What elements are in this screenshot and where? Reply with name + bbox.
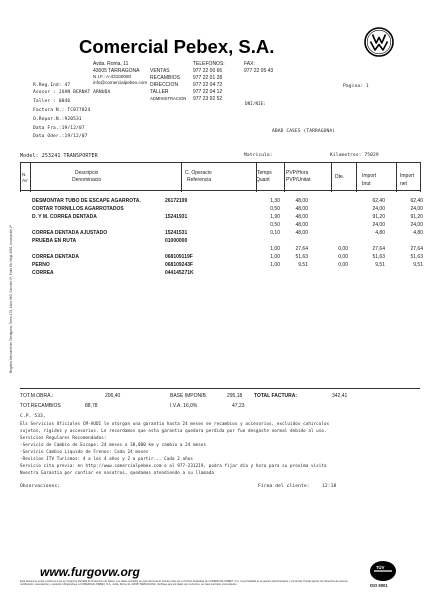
table-row xyxy=(20,238,430,246)
vehicle-km: Kilometres: 75029 xyxy=(330,153,379,158)
table-cell-net: 9,51 xyxy=(413,262,423,268)
note-line: Servicio cita previa: en http://www.comercialpebex.com o al 977-231219, podra fijar día y hora para su proxima visita xyxy=(20,463,327,468)
total-value: 342,41 xyxy=(332,393,348,399)
col-header-gross: Import xyxy=(362,173,377,179)
table-row xyxy=(20,254,430,262)
side-registry-text: Registro Mercantil de Tarragona, Tomo 475, Libro 980, Sección 3ª, Folio 68, Hoja 4091, Inscripción 2ª xyxy=(9,224,13,374)
table-cell-price: 48,00 xyxy=(295,214,308,220)
table-cell-gross: 4,80 xyxy=(375,230,385,236)
table-cell-desc: CORREA DENTADA xyxy=(32,254,79,260)
table-cell-price: 48,00 xyxy=(295,198,308,204)
col-header-desc: Descripcio xyxy=(75,170,99,176)
page-number: Pagina: 1 xyxy=(343,84,369,89)
observaciones-label: Observaciones: xyxy=(20,484,61,489)
table-cell-ref: 26172199 xyxy=(165,198,188,204)
iso-badge-sub: TÜV xyxy=(376,565,385,570)
total-mobra-label: TOT.M.OBRA.: xyxy=(20,393,54,399)
table-cell-ref: 044145271K xyxy=(165,270,194,276)
table-cell-qty: 1,00 xyxy=(270,254,280,260)
signature-time: 12:18 xyxy=(322,484,337,489)
table-cell-price: 48,00 xyxy=(295,222,308,228)
table-cell-net: 24,00 xyxy=(410,222,423,228)
table-row xyxy=(20,270,430,278)
base-label: BASE IMPONIB. xyxy=(170,393,208,399)
header-field: Taller : 0046 xyxy=(33,99,71,104)
footer-legal: Esta factura se emite conforme a la Ley Organica 15/1999 de Proteccion de Datos. Los datos incluidos en este documento forman parte de un fichero titularidad de COMERCIAL PEBEX, S.A. cuya finalidad es la gestion administrativa y comercial. Puede ejercer los derechos de acceso, rectificacion, cancelacion y oposicion dirigiendose a COMERCIAL PEBEX, S.A., Avda. Roma 11, 43005 TARRAGONA. Verifique que los datos son correctos, en caso contrario comuniquelo. xyxy=(20,580,349,587)
table-row xyxy=(20,230,430,238)
iva-label: I.V.A. 16,0% xyxy=(170,403,198,409)
table-cell-price: 48,00 xyxy=(295,206,308,212)
company-address-1: Avda. Roma, 11 xyxy=(93,61,129,67)
col-header-ref2: Referencia xyxy=(187,177,212,183)
table-cell-qty: 0,50 xyxy=(270,222,280,228)
header-field: Data Oder.:19/12/07 xyxy=(33,134,88,139)
note-line: -Servicio de Cambio de Escape: 24 meses o 30,000 km y cambio a 24 meses xyxy=(20,442,207,447)
table-cell-desc: D. Y M. CORREA DENTADA xyxy=(32,214,97,220)
table-cell-qty: 1,30 xyxy=(270,198,280,204)
col-header-desc2: Denominacio xyxy=(72,177,102,183)
dept-recambios: RECAMBIOS xyxy=(150,75,181,81)
total-recambios-value: 88,78 xyxy=(85,403,98,409)
header-field: Data Fra.:19/12/07 xyxy=(33,126,85,131)
iva-value: 47,23 xyxy=(232,403,245,409)
table-cell-dte: 0,00 xyxy=(338,246,348,252)
table-cell-gross: 51,63 xyxy=(372,254,385,260)
fax-header: FAX: xyxy=(244,61,255,67)
note-line: Servicios Regulares Recomendados: xyxy=(20,435,107,440)
table-cell-qty: 1,00 xyxy=(270,262,280,268)
vehicle-model: Model: 253241 TRANSPORTER xyxy=(20,153,98,159)
total-recambios-label: TOT.RECAMBIOS xyxy=(20,403,61,409)
signature-label: Firma del cliente: xyxy=(258,484,310,489)
totals-divider xyxy=(20,388,420,389)
col-header-net2: net xyxy=(400,181,407,187)
table-cell-desc: DESMONTAR TUBO DE ESCAPE AGARROTA. xyxy=(32,198,141,204)
dept-admin: ADMINISTRACION xyxy=(150,96,187,101)
table-cell-desc: PRUEBA EN RUTA xyxy=(32,238,77,244)
company-nif: N.I.F.: A-43100080 xyxy=(93,74,132,79)
dept-direccion: DIRECCION xyxy=(150,82,179,88)
iso-label: ISO 9001 xyxy=(370,583,388,588)
table-cell-dte: 0,00 xyxy=(338,254,348,260)
table-cell-ref: 15241531 xyxy=(165,230,188,236)
dept-direccion-phone: 977 22 04 72 xyxy=(193,82,223,88)
table-row xyxy=(20,262,430,270)
col-header-gross2: brut xyxy=(362,181,371,187)
table-row xyxy=(20,206,430,214)
note-line: -Revision ITV Turismos: 4 a los 4 años y 2 a partir... Cada 2 años xyxy=(20,456,193,461)
table-cell-gross: 62,40 xyxy=(372,198,385,204)
col-header-price: PVP/Hora xyxy=(286,170,309,176)
table-row xyxy=(20,246,430,254)
dept-ventas-phone: 977 22 00 66 xyxy=(193,68,223,74)
vehicle-plate: Matricula: xyxy=(244,153,273,158)
table-cell-qty: 0,10 xyxy=(270,230,280,236)
col-header-av: AV xyxy=(22,178,28,183)
vw-logo xyxy=(364,27,394,57)
header-field: Asesor : JUAN BERNAT ARNUDA xyxy=(33,90,111,95)
client-name: ABAD CASES (TARRAGONA) xyxy=(272,129,336,134)
table-cell-net: 4,80 xyxy=(413,230,423,236)
table-cell-net: 27,64 xyxy=(410,246,423,252)
table-cell-net: 51,63 xyxy=(410,254,423,260)
col-header-ref: C. Operacio xyxy=(185,170,212,176)
table-cell-gross: 91,20 xyxy=(372,214,385,220)
note-line: C.P. 533, xyxy=(20,414,46,419)
header-field: R.Reg.Ind: 47 xyxy=(33,83,71,88)
dept-admin-phone: 977 23 92 52 xyxy=(193,96,223,102)
note-line: Els Servicios Oficiales CM-AUDI le otorgan una garantia hasta 24 meses en recambios y accesorios, excluidos cohirculos xyxy=(20,421,330,426)
total-label: TOTAL FACTURA: xyxy=(254,393,298,399)
table-cell-net: 24,00 xyxy=(410,206,423,212)
header-field: O.Repar.N.:920531 xyxy=(33,117,82,122)
col-header-net: Import xyxy=(400,173,415,179)
company-email: info@comercialpebex.com xyxy=(93,80,148,85)
dept-ventas-fax: 977 22 05 43 xyxy=(244,68,274,74)
table-cell-ref: 01000000 xyxy=(165,238,188,244)
col-header-qty2: Quant xyxy=(256,177,270,183)
table-cell-desc: PERNO xyxy=(32,262,50,268)
table-cell-dte: 0,00 xyxy=(338,262,348,268)
table-cell-ref: 068109243F xyxy=(165,262,194,268)
note-line: sujetos, rigidez y accesorios. Le recordamos que esta garantia quedara perdida por fue desgaste normal debido al uso. xyxy=(20,428,327,433)
base-value: 295,18 xyxy=(227,393,243,399)
table-cell-net: 62,40 xyxy=(410,198,423,204)
company-address-2: 43005 TARRAGONA xyxy=(93,68,140,74)
table-cell-qty: 1,90 xyxy=(270,214,280,220)
watermark-url: www.furgovw.org xyxy=(40,565,140,579)
table-cell-price: 9,51 xyxy=(298,262,308,268)
header-field: Factura N.: TC077824 xyxy=(33,108,91,113)
table-cell-desc: CORTAR TORNILLOS AGARROTADOS xyxy=(32,206,124,212)
col-header-n: N. xyxy=(22,172,27,177)
table-cell-qty: 0,50 xyxy=(270,206,280,212)
company-name: Comercial Pebex, S.A. xyxy=(79,36,275,57)
iso-badge xyxy=(368,560,398,594)
col-header-price2: PVP/Unitat xyxy=(286,177,311,183)
dept-ventas: VENTAS xyxy=(150,68,170,74)
table-cell-ref: 068109119F xyxy=(165,254,193,260)
table-cell-gross: 9,51 xyxy=(375,262,385,268)
col-header-qty: Temps xyxy=(257,170,272,176)
table-row xyxy=(20,222,430,230)
tel-header: TELEFONOS: xyxy=(193,61,225,67)
dept-taller: TALLER xyxy=(150,89,169,95)
table-cell-price: 27,64 xyxy=(295,246,308,252)
table-cell-gross: 24,00 xyxy=(372,222,385,228)
note-line: -Servicio Cambio Liquido de Frenos: Cada 24 meses xyxy=(20,449,149,454)
total-mobra-value: 206,40 xyxy=(105,393,121,399)
table-cell-qty: 1,00 xyxy=(270,246,280,252)
table-cell-price: 48,00 xyxy=(295,230,308,236)
col-header-dte: Dte. xyxy=(335,174,345,180)
table-cell-desc: CORREA DENTADA AJUSTADO xyxy=(32,230,108,236)
table-cell-ref: 15241931 xyxy=(165,214,188,220)
table-cell-gross: 24,00 xyxy=(372,206,385,212)
table-cell-desc: CORREA xyxy=(32,270,54,276)
table-row xyxy=(20,214,430,222)
dept-recambios-phone: 977 22 01 28 xyxy=(193,75,223,81)
note-line: Nuestra Garantia por confiar en nosotros, quedamos atendiendo a su llamada xyxy=(20,470,214,475)
dept-taller-phone: 977 22 04 12 xyxy=(193,89,223,95)
table-cell-gross: 27,64 xyxy=(372,246,385,252)
table-cell-net: 91,20 xyxy=(410,214,423,220)
table-cell-price: 51,63 xyxy=(295,254,308,260)
table-row xyxy=(20,198,430,206)
dni-label: DNI/NIE: xyxy=(245,101,266,106)
items-rows xyxy=(20,198,430,278)
